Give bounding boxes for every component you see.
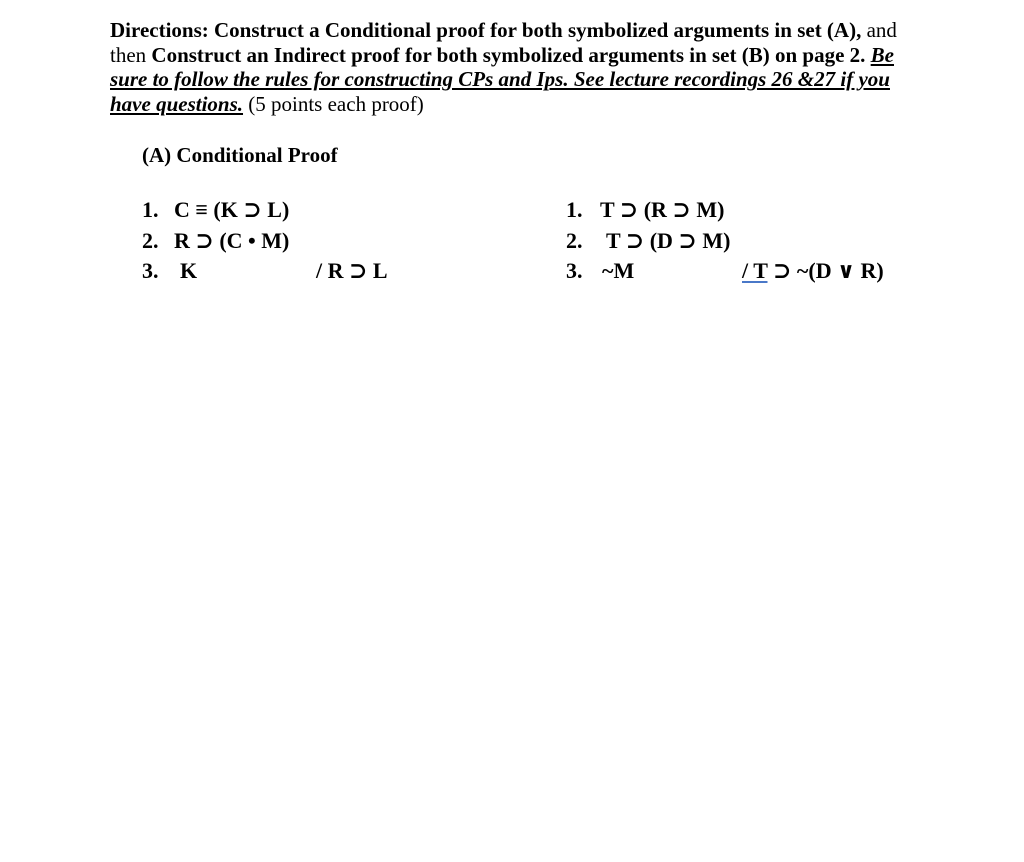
line-expression: R ⊃ (C • M) xyxy=(174,228,290,253)
line-expression: T ⊃ (D ⊃ M) xyxy=(606,228,731,253)
line-expression: C ≡ (K ⊃ L) xyxy=(174,197,290,222)
line-number: 2. xyxy=(142,228,159,253)
proof-line xyxy=(142,227,290,255)
line-number: 1. xyxy=(566,197,583,222)
line-expression: T ⊃ (R ⊃ M) xyxy=(600,197,725,222)
directions-paragraph xyxy=(110,18,930,116)
line-number: 3. xyxy=(566,258,583,283)
line-number: 3. xyxy=(142,258,159,283)
conclusion-prefix: / T xyxy=(742,258,768,283)
directions-label: Directions: xyxy=(110,18,209,42)
proof-conclusion: / R ⊃ L xyxy=(316,258,388,283)
line-number: 1. xyxy=(142,197,159,222)
proof-left xyxy=(142,196,442,286)
directions-part3: Construct an Indirect proof for both symbolized arguments in set (B) on page 2. xyxy=(151,42,866,67)
line-expression: ~M xyxy=(602,258,635,283)
directions-part2: and then xyxy=(110,18,897,67)
directions-emphasis: Be sure to follow the rules for constructing CPs and Ips. See lecture recordings 26 &27 if you have questions. xyxy=(110,42,894,116)
proof-right xyxy=(566,196,936,286)
proof-line xyxy=(142,196,290,224)
directions-part1: Construct a Conditional proof for both symbolized arguments in set (A), xyxy=(214,18,862,42)
proof-line xyxy=(142,257,198,285)
proof-line xyxy=(566,196,725,224)
proof-conclusion xyxy=(742,257,884,285)
proof-line xyxy=(566,227,731,255)
conclusion-rest: ⊃ ~(D ∨ R) xyxy=(773,258,884,283)
line-expression: K xyxy=(180,258,198,283)
line-number: 2. xyxy=(566,228,583,253)
section-a-heading: (A) Conditional Proof xyxy=(142,143,338,167)
directions-points: (5 points each proof) xyxy=(248,91,424,116)
proof-line xyxy=(566,257,635,285)
